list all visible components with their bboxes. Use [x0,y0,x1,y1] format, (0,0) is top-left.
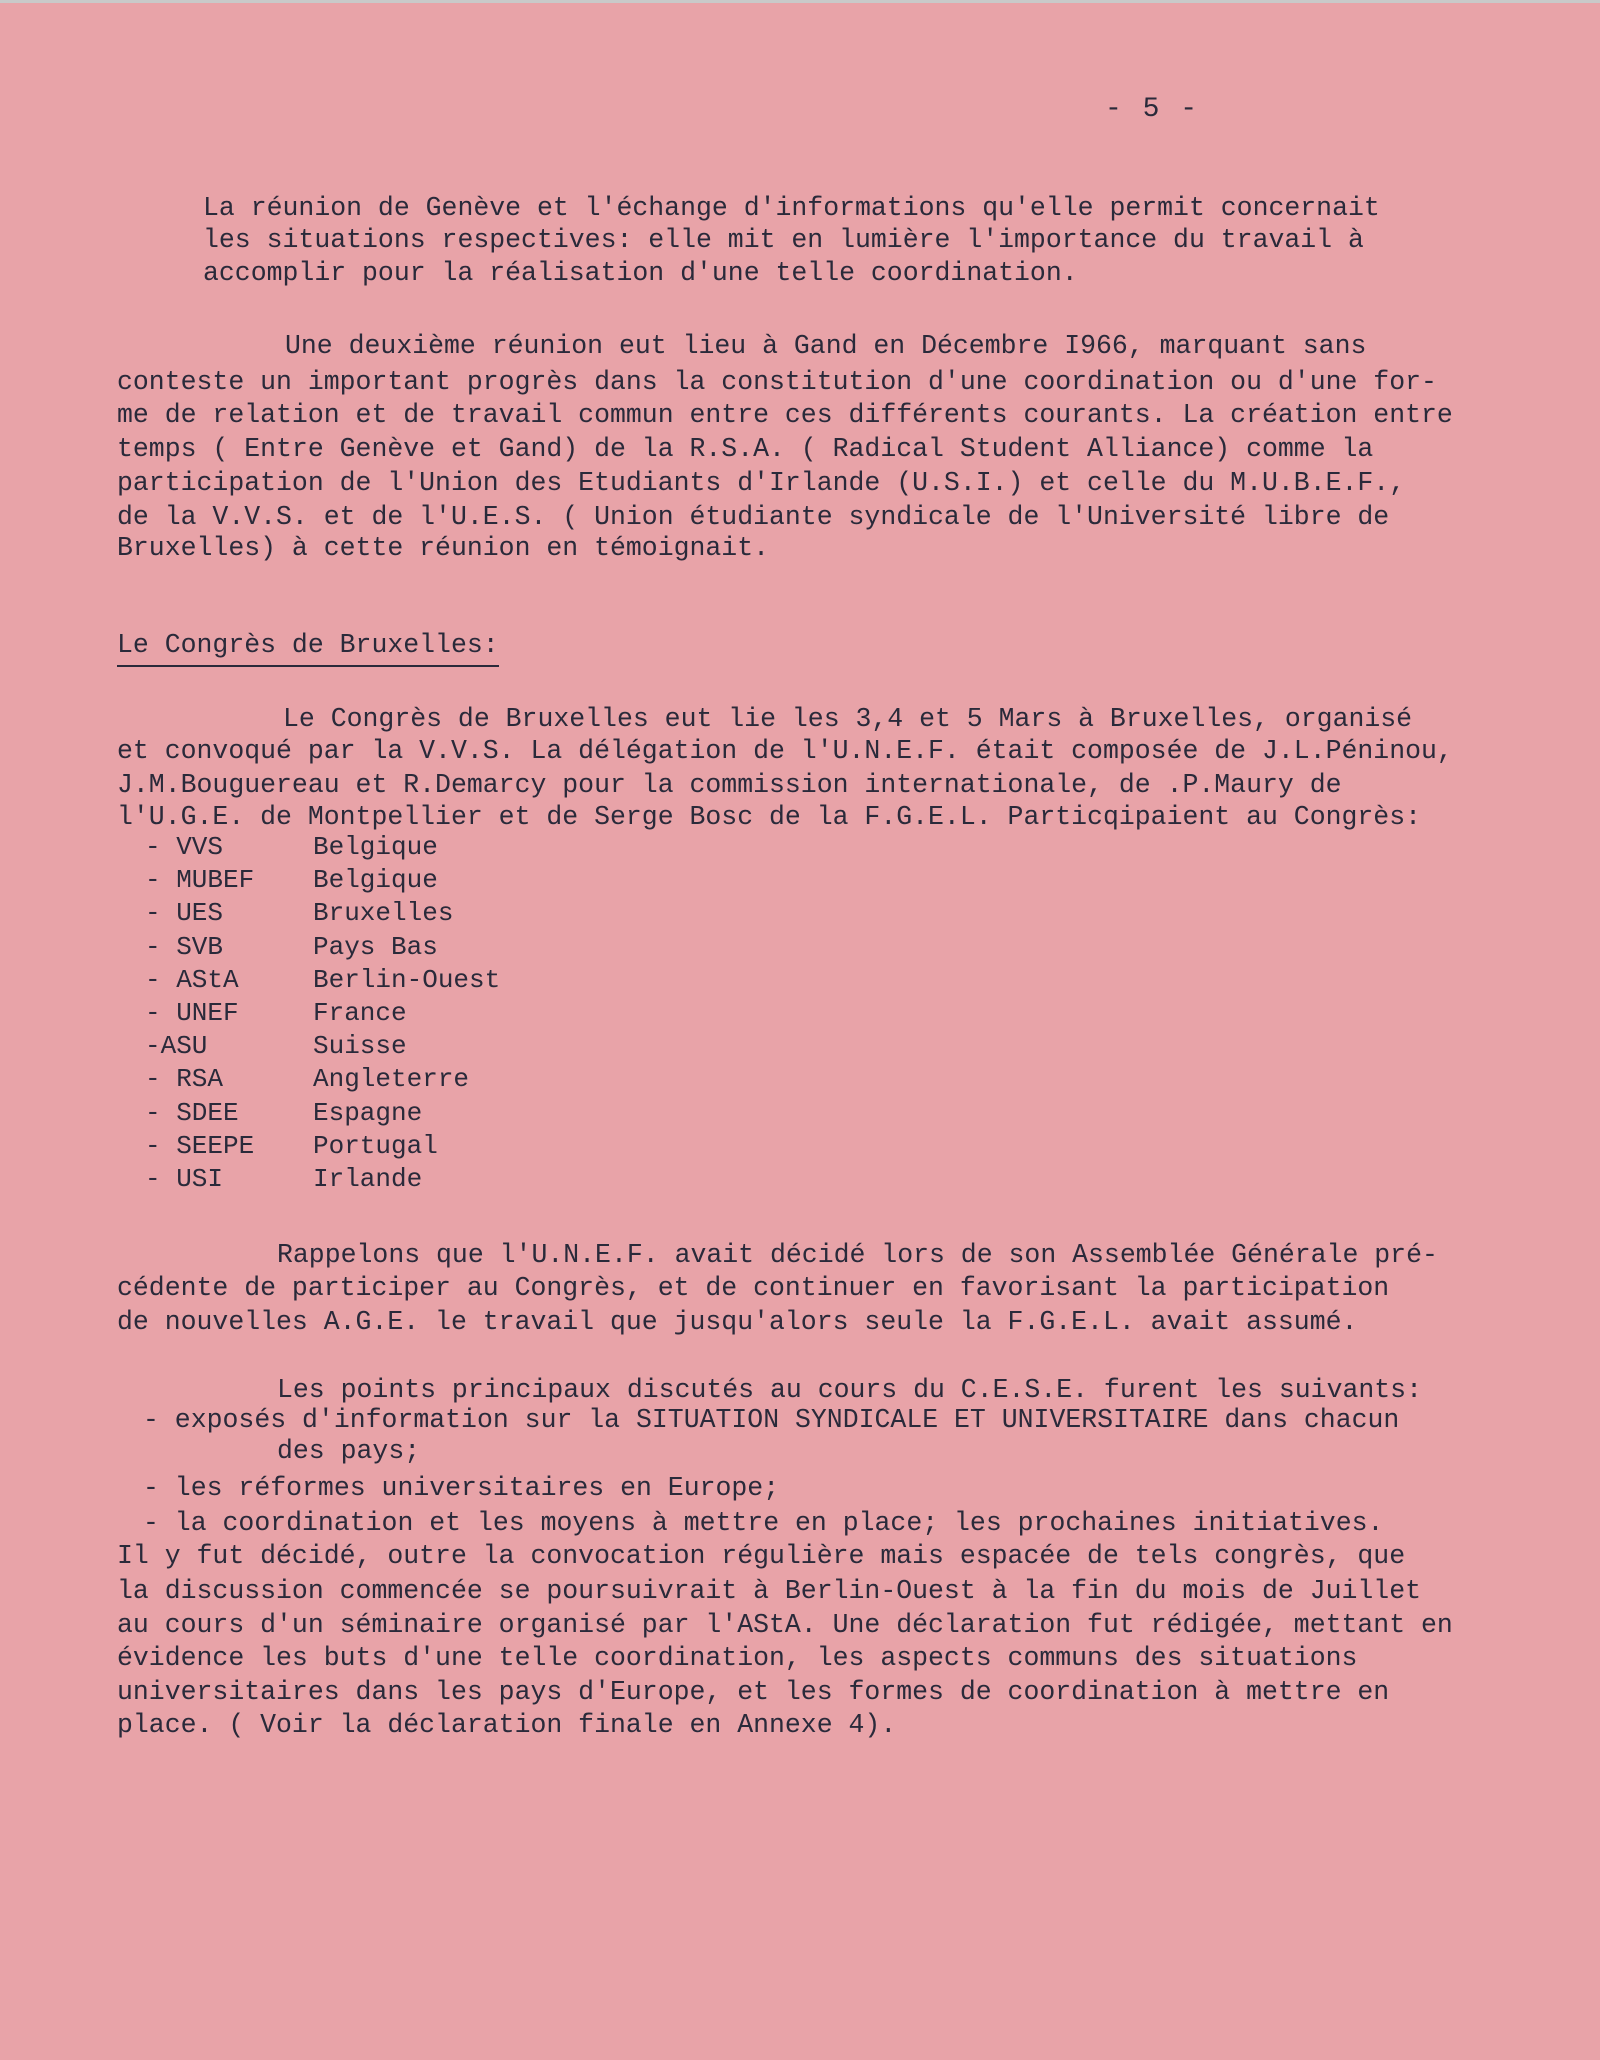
paragraph-3-line: Le Congrès de Bruxelles eut lie les 3,4 et 5 Mars à Bruxelles, organisé [283,704,1413,734]
paragraph-4-line: de nouvelles A.G.E. le travail que jusqu'alors seule la F.G.E.L. avait assumé. [117,1307,1358,1337]
union-country: France [313,997,407,1028]
paragraph-5-line: des pays; [277,1436,421,1466]
union-country: Berlin-Ouest [313,964,501,995]
list-item [145,867,500,900]
union-code: - VVS [145,832,224,862]
list-item [145,964,501,1000]
union-code: - SVB [145,931,224,962]
paragraph-5-line: au cours d'un séminaire organisé par l'AStA. Une déclaration fut rédigée, mettant en [117,1610,1453,1640]
paragraph-5-line: Il y fut décidé, outre la convocation régulière mais espacée de tels congrès, que [117,1541,1406,1571]
list-item [145,997,500,1033]
list-item [145,1033,500,1066]
paragraph-5-line: place. ( Voir la déclaration finale en Annexe 4). [117,1710,897,1740]
paragraph-3-line: J.M.Bouguereau et R.Demarcy pour la commission internationale, de .P.Maury de [117,770,1342,800]
paragraph-4-line: cédente de participer au Congrès, et de continuer en favorisant la participation [117,1273,1390,1303]
paragraph-2-line: de la V.V.S. et de l'U.E.S. ( Union étudiante syndicale de l'Université libre de [117,502,1390,532]
union-code: - UNEF [145,997,239,1028]
list-item [145,1130,500,1166]
list-item [145,900,500,933]
paragraph-2-line: conteste un important progrès dans la constitution d'une coordination ou d'une for- [117,367,1437,397]
list-item [145,1163,500,1199]
page-number: - 5 - [1105,94,1200,125]
union-country: Belgique [313,865,438,896]
list-item [145,1097,500,1133]
paragraph-4-line: Rappelons que l'U.N.E.F. avait décidé lors de son Assemblée Générale pré- [277,1240,1438,1270]
paragraph-2-line: me de relation et de travail commun entre ces différents courants. La création entre [117,400,1453,430]
paragraph-3-line: et convoqué par la V.V.S. La délégation de l'U.N.E.F. était composée de J.L.Péninou, [117,736,1453,766]
list-item [145,1066,500,1099]
participants-list [145,834,500,1199]
union-code: - MUBEF [145,865,255,896]
paragraph-5-line: - la coordination et les moyens à mettre en place; les prochaines initiatives. [143,1508,1384,1538]
union-country: Bruxelles [313,898,454,929]
union-country: Angleterre [313,1064,470,1095]
paragraph-2-line: Une deuxième réunion eut lieu à Gand en Décembre I966, marquant sans [285,331,1367,361]
section-heading: Le Congrès de Bruxelles: [117,632,499,667]
paragraph-2-line: participation de l'Union des Etudiants d'Irlande (U.S.I.) et celle du M.U.B.E.F., [117,468,1406,498]
union-country: Suisse [313,1031,407,1062]
union-country: Irlande [313,1163,423,1194]
page-top-edge [0,0,1600,3]
union-code: - USI [145,1163,224,1194]
union-country: Pays Bas [313,931,438,962]
union-code: -ASU [145,1031,208,1062]
paragraph-5-line: évidence les buts d'une telle coordination, les aspects communs des situations [117,1643,1358,1673]
paragraph-5-line: - exposés d'information sur la SITUATION SYNDICALE ET UNIVERSITAIRE dans chacun [143,1405,1400,1435]
list-item [145,931,500,967]
union-code: - RSA [145,1064,224,1095]
paragraph-1-line: La réunion de Genève et l'échange d'informations qu'elle permit concernait [203,193,1380,223]
union-country: Espagne [313,1097,423,1128]
paragraph-1-line: accomplir pour la réalisation d'une telle coordination. [203,258,1078,288]
paragraph-2-line: Bruxelles) à cette réunion en témoignait. [117,533,770,563]
union-code: - SDEE [145,1097,239,1128]
paragraph-3-line: l'U.G.E. de Montpellier et de Serge Bosc de la F.G.E.L. Particqipaient au Congrès: [117,802,1422,832]
paragraph-1-line: les situations respectives: elle mit en lumière l'importance du travail à [203,225,1364,255]
paragraph-5-line: universitaires dans les pays d'Europe, et les formes de coordination à mettre en [117,1677,1390,1707]
list-item [145,834,500,867]
union-code: - SEEPE [145,1130,255,1161]
paragraph-2-line: temps ( Entre Genève et Gand) de la R.S.A. ( Radical Student Alliance) comme la [117,434,1374,464]
union-country: Belgique [313,832,438,862]
paragraph-5-line: la discussion commencée se poursuivrait à Berlin-Ouest à la fin du mois de Juillet [117,1576,1422,1606]
union-country: Portugal [313,1130,438,1161]
paragraph-5-line: - les réformes universitaires en Europe; [143,1473,780,1503]
union-code: - AStA [145,964,239,995]
union-code: - UES [145,898,224,929]
paragraph-5-line: Les points principaux discutés au cours du C.E.S.E. furent les suivants: [277,1375,1422,1405]
